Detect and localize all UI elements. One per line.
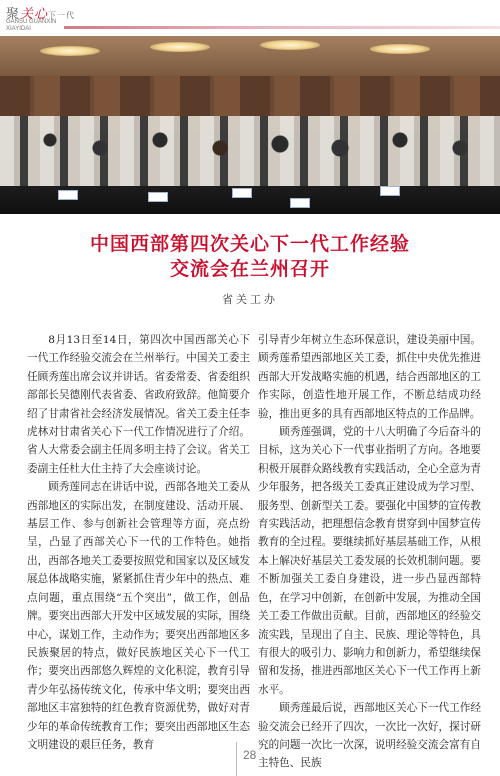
page-number-rule — [236, 742, 237, 776]
magazine-header — [0, 0, 500, 36]
header-rule — [64, 26, 500, 29]
ceiling-light — [40, 46, 100, 56]
logo-prefix: 聚 — [6, 7, 21, 22]
ceiling-light — [260, 40, 320, 50]
article-column-left — [27, 331, 250, 754]
name-card — [148, 192, 168, 202]
article-title-line1: 中国西部第四次关心下一代工作经验 — [89, 233, 410, 255]
name-card — [290, 198, 310, 208]
page-number: 28 — [243, 748, 257, 762]
ceiling-light — [150, 42, 210, 52]
paragraph: 引导青少年树立生态环保意识，建设美丽中国。顾秀莲希望西部地区关工委，抓住中央优先推进西部大开发战略实施的机遇，结合西部地区的工作实际，创造性地开展工作，不断总结成功经验，推出更多的具有西部地区特点的工作品牌。 — [258, 334, 481, 420]
paragraph: 顾秀莲同志在讲话中说，西部各地关工委从西部地区的实际出发，在制度建设、活动开展、基层工作、参与创新社会管理等方面，亮点纷呈，凸显了西部关心下一代的工作特色。她指出，西部各地关工委要按照党和国家以及区域发展总体战略实施，紧紧抓住青少年中的热点、难点问题，重点围绕“五个突出”，做工作，创品牌。要突出西部大开发中区域发展的实际，围绕中心，谋划工作，主动作为；要突出西部地区多民族聚居的特点，做好民族地区关心下一代工作；要突出西部悠久辉煌的文化积淀，教育引导青少年弘扬传统文化，传承中华文明；要突出西部地区丰富独特的红色教育资源优势，做好对青少年的革命传统教育工作；要突出西部地区生态文明建设的艰巨任务，教育 — [27, 481, 250, 751]
article-title — [0, 232, 500, 282]
article-title-line2: 交流会在兰州召开 — [169, 258, 330, 280]
photo-audience — [0, 116, 500, 196]
logo-suffix: 下一代 — [48, 11, 76, 20]
article-byline: 省关工办 — [222, 293, 278, 306]
article-column-right — [258, 331, 481, 773]
name-card — [58, 190, 78, 200]
photo-ceiling — [0, 36, 500, 76]
conference-photo — [0, 36, 500, 214]
logo-english-line2: XIAYIDAI — [6, 26, 31, 32]
paragraph: 8月13日至14日，第四次中国西部关心下一代工作经验交流会在兰州举行。中国关工委主任顾秀莲出席会议并讲话。省委常委、省委组织部部长吴德刚代表省委、省政府致辞。他简要介绍了甘肃省社会经济发展情况。省关工委主任李虎林对甘肃省关心下一代工作情况进行了介绍。省人大常委会副主任周多明主持了会议。省关工委副主任杜大仕主持了大会座谈讨论。 — [27, 334, 250, 475]
name-card — [380, 186, 400, 196]
ceiling-light — [370, 44, 430, 54]
logo-english-line1: GANSU GUANXIN — [6, 19, 57, 25]
logo-english — [6, 19, 56, 33]
paragraph: 顾秀莲最后说，西部地区关心下一代工作经验交流会已经开了四次，一次比一次好，探讨研究的问题一次比一次深，说明经验交流会富有自主特色、民族 — [258, 702, 481, 770]
name-card — [232, 188, 252, 198]
paragraph: 顾秀莲强调，党的十八大明确了今后奋斗的目标，这为关心下一代事业指明了方向。各地要积极开展群众路线教育实践活动，全心全意为青少年服务，把各级关工委真正建设成为学习型、服务型、创新型关工委。要强化中国梦的宣传教育实践活动，把理想信念教育贯穿到中国梦宣传教育的全过程。要继续抓好基层基础工作，从根本上解决好基层关工委发展的长效机制问题。要不断加强关工委自身建设，进一步凸显西部特色，在学习中创新，在创新中发展，为推动全国关工委工作做出贡献。目前，西部地区的经验交流实践，呈现出了自主、民族、理论等特色，具有很大的吸引力、影响力和创新力，希望继续保留和发扬，推进西部地区关心下一代工作再上新水平。 — [258, 426, 481, 696]
logo-main: 关心 — [20, 7, 49, 22]
